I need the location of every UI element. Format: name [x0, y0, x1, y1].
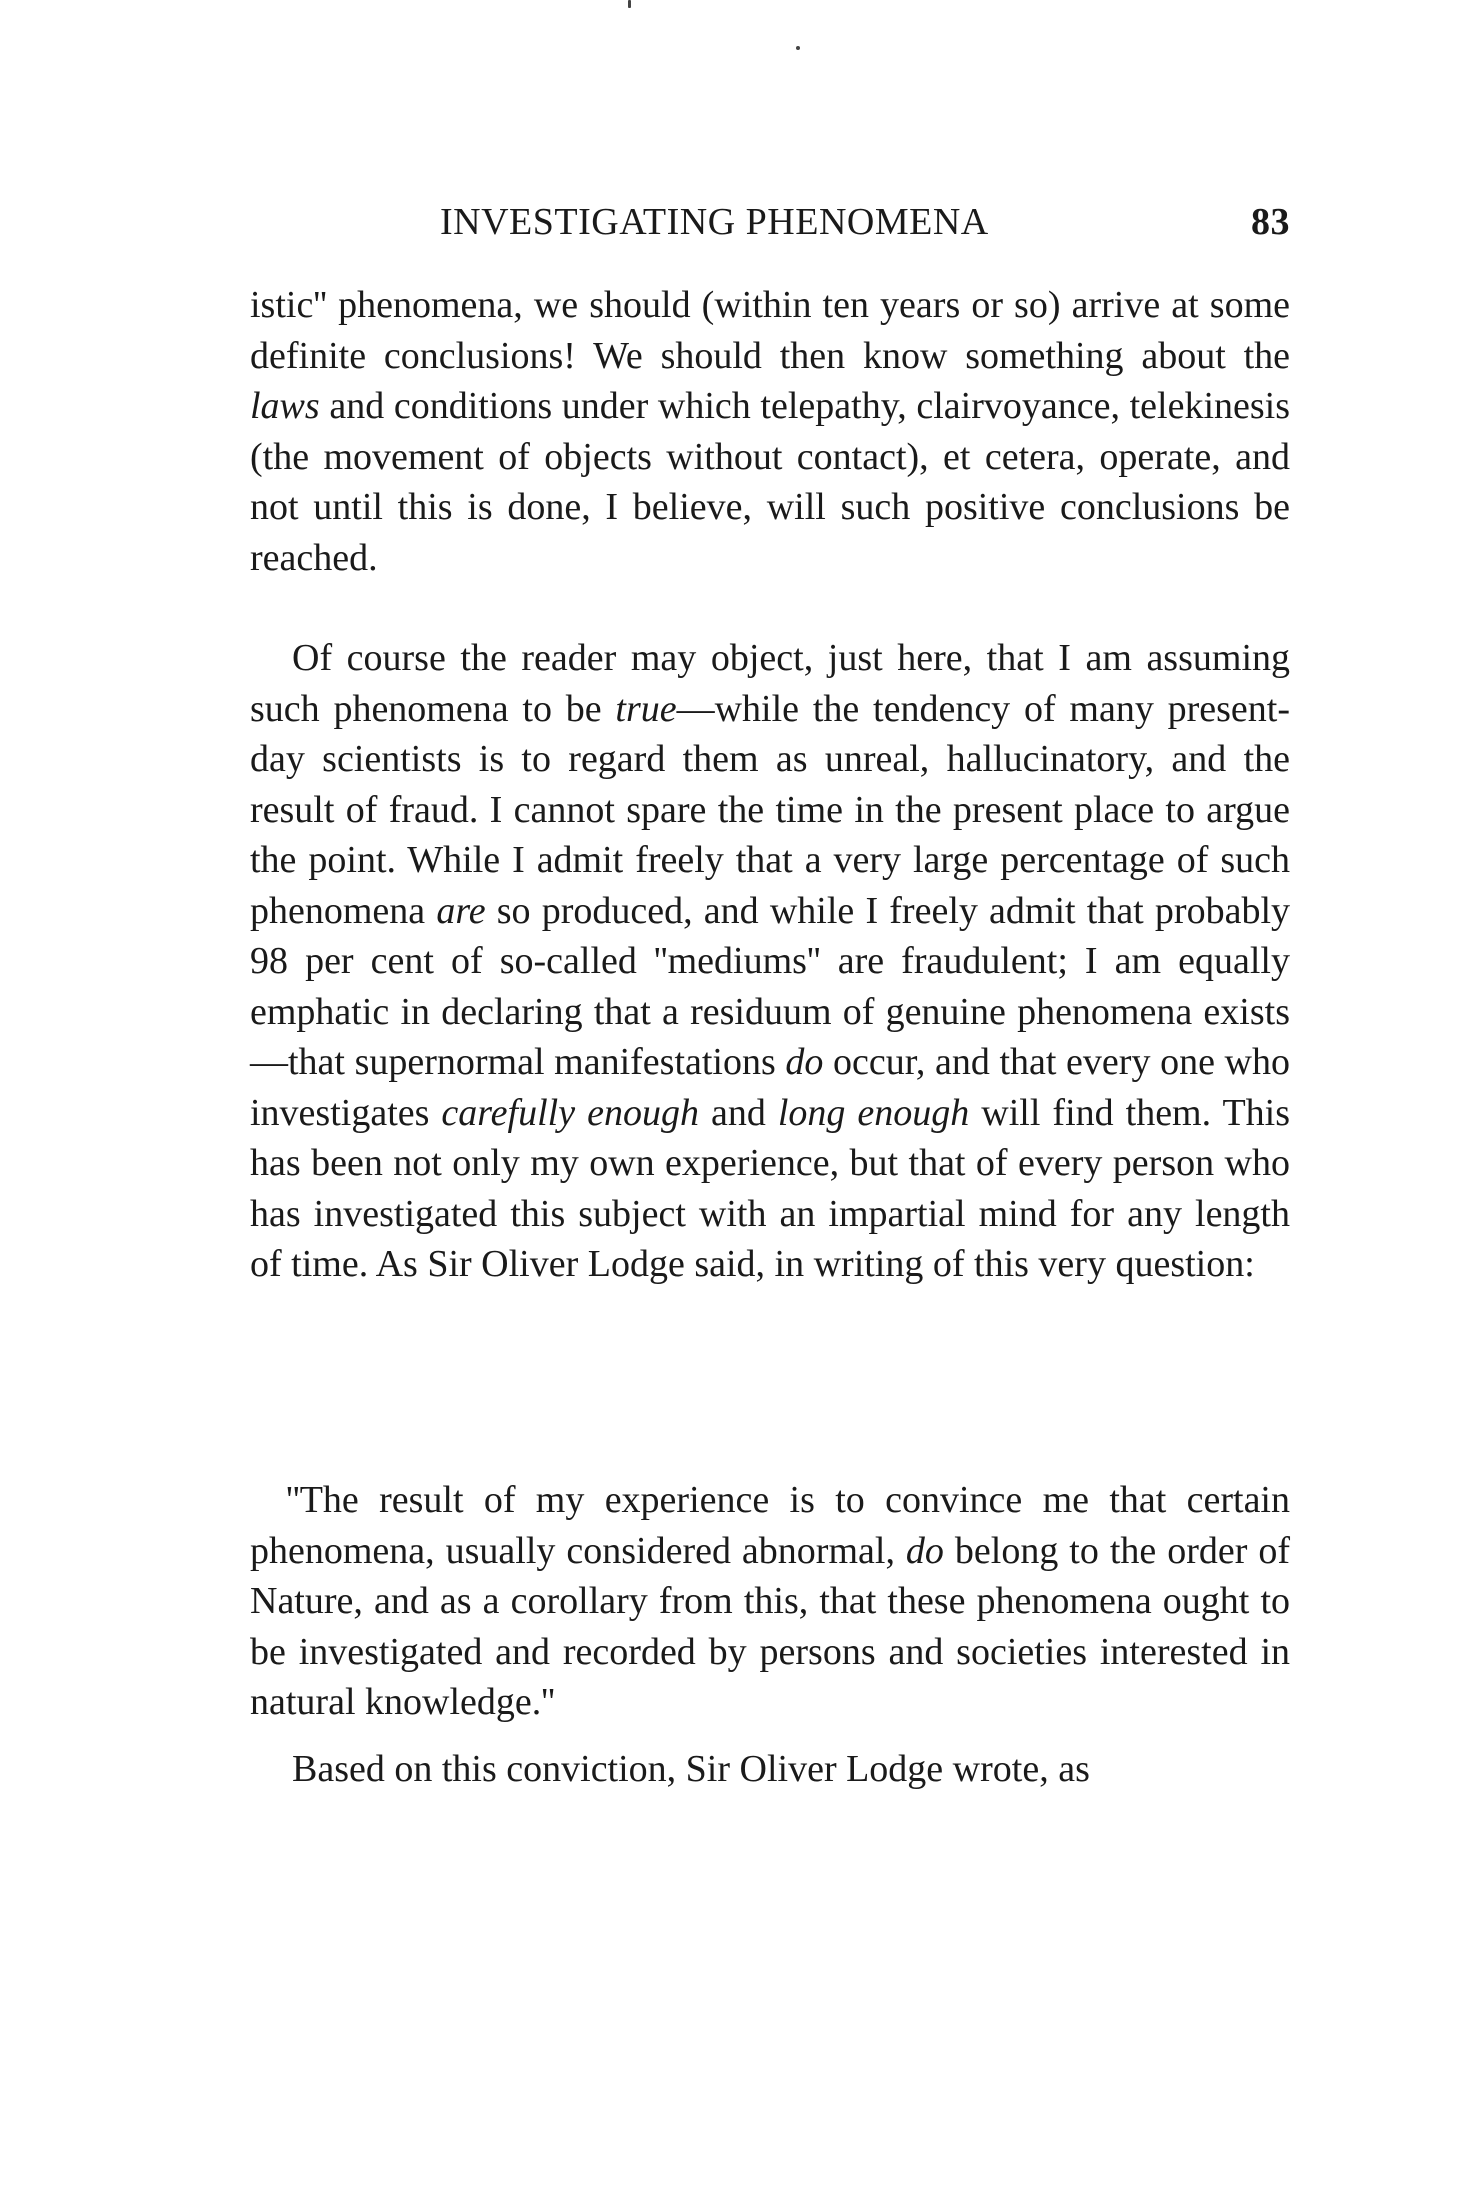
page-number: 83: [1251, 201, 1290, 243]
italic-text: laws: [250, 385, 320, 427]
italic-text: are: [436, 889, 486, 932]
scan-speck: [628, 0, 631, 8]
italic-text: carefully enough: [441, 1091, 699, 1134]
text-run: so produced, and while I freely admit that probably 98 per cent of so-called ''mediums'' are fraudulent; I am equally emphatic in declaring that a residuum of genuine phenomena exists—that supernormal manifestations: [250, 889, 1290, 1083]
quote-text: [250, 1475, 1290, 1728]
text-run: —while the tendency of many present-day scientists is to regard them as unreal, hallucinatory, and the result of fraud. I cannot spare the time in the present place to argue the point. While I admit freely that a very large percentage of such phenomena: [250, 687, 1291, 932]
text-run: belong to the order of Nature, and as a corollary from this, that these phenomena ought to be investigated and recorded by persons and societies interested in natural knowledge.'': [250, 1529, 1291, 1723]
paragraph-continued: [250, 280, 1290, 583]
paragraph-text: [250, 633, 1290, 1290]
italic-text: do: [785, 1041, 824, 1083]
text-run: Based on this conviction, Sir Oliver Lodge wrote, as: [292, 1748, 1090, 1790]
text-run: and conditions under which telepathy, clairvoyance, telekinesis (the movement of objects without contact), et cetera, operate, and not until this is done, I believe, will such positive conclusions be reached.: [250, 385, 1290, 579]
paragraph-text: [250, 280, 1290, 583]
scan-speck: [796, 46, 800, 50]
italic-text: long enough: [777, 1091, 970, 1134]
italic-text: true: [615, 687, 677, 730]
running-head: [250, 200, 1290, 256]
text-run: and: [698, 1091, 778, 1134]
italic-text: do: [905, 1529, 944, 1572]
text-run: istic'' phenomena, we should (within ten years or so) arrive at some definite conclusions! We should then know something about the: [250, 284, 1290, 377]
paragraph-text: [250, 1744, 1290, 1795]
text-run: ''The result of my experience is to convince me that certain phenomena, usually considered abnormal,: [250, 1479, 1290, 1572]
paragraph-based-on-conviction: [250, 1744, 1290, 1795]
block-quote-lodge: [250, 1475, 1290, 1728]
text-run: occur, and that every one who investigates: [250, 1041, 1290, 1134]
text-run: will find them. This has been not only my own experience, but that of every person who has investigated this subject with an impartial mind for any length of time. As Sir Oliver Lodge said, in writing of this very question:: [250, 1091, 1290, 1285]
paragraph-reader-objection: [250, 633, 1290, 1290]
running-head-title: INVESTIGATING PHENOMENA: [440, 201, 989, 243]
text-run: Of course the reader may object, just here, that I am assuming such phenomena to be: [250, 637, 1290, 730]
